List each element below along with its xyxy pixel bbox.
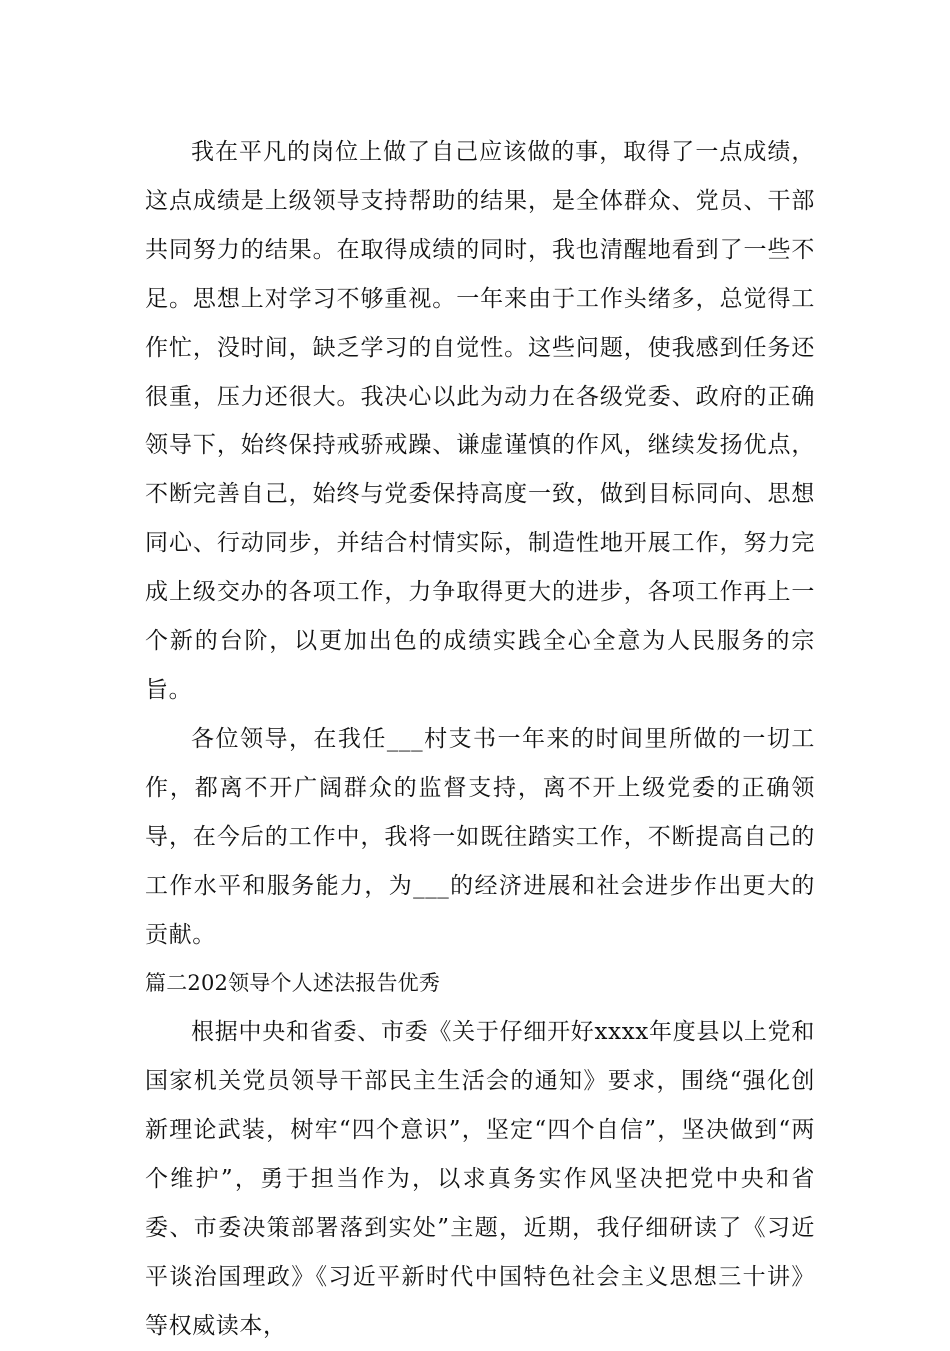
section-heading: 篇二202领导个人述法报告优秀 — [145, 971, 441, 996]
paragraph-report-intro: 根据中央和省委、市委《关于仔细开好xxxx年度县以上党和国家机关党员领导干部民主生活会的通知》要求，围绕“强化创新理论武装，树牢“四个意识”，坚定“四个自信”，坚决做到“两个维护”，勇于担当作为，以求真务实作风坚决把党中央和省委、市委决策部署落到实处”主题，近期，我仔细研读了《习近平谈治国理政》《习近平新时代中国特色社会主义思想三十讲》等权威读本， — [145, 1019, 815, 1339]
paragraph-work-summary: 我在平凡的岗位上做了自己应该做的事，取得了一点成绩，这点成绩是上级领导支持帮助的结果，是全体群众、党员、干部共同努力的结果。在取得成绩的同时，我也清醒地看到了一些不足。思想上对学习不够重视。一年来由于工作头绪多，总觉得工作忙，没时间，缺乏学习的自觉性。这些问题，使我感到任务还很重，压力还很大。我决心以此为动力在各级党委、政府的正确领导下，始终保持戒骄戒躁、谦虚谨慎的作风，继续发扬优点，不断完善自己，始终与党委保持高度一致，做到目标同向、思想同心、行动同步，并结合村情实际，制造性地开展工作，努力完成上级交办的各项工作，力争取得更大的进步，各项工作再上一个新的台阶，以更加出色的成绩实践全心全意为人民服务的宗旨。 — [145, 139, 815, 703]
document-body — [145, 128, 815, 1351]
paragraph-closing-remarks: 各位领导，在我任___村支书一年来的时间里所做的一切工作，都离不开广阔群众的监督支持，离不开上级党委的正确领导，在今后的工作中，我将一如既往踏实工作，不断提高自己的工作水平和服务能力，为___的经济进展和社会进步作出更大的贡献。 — [145, 725, 815, 948]
